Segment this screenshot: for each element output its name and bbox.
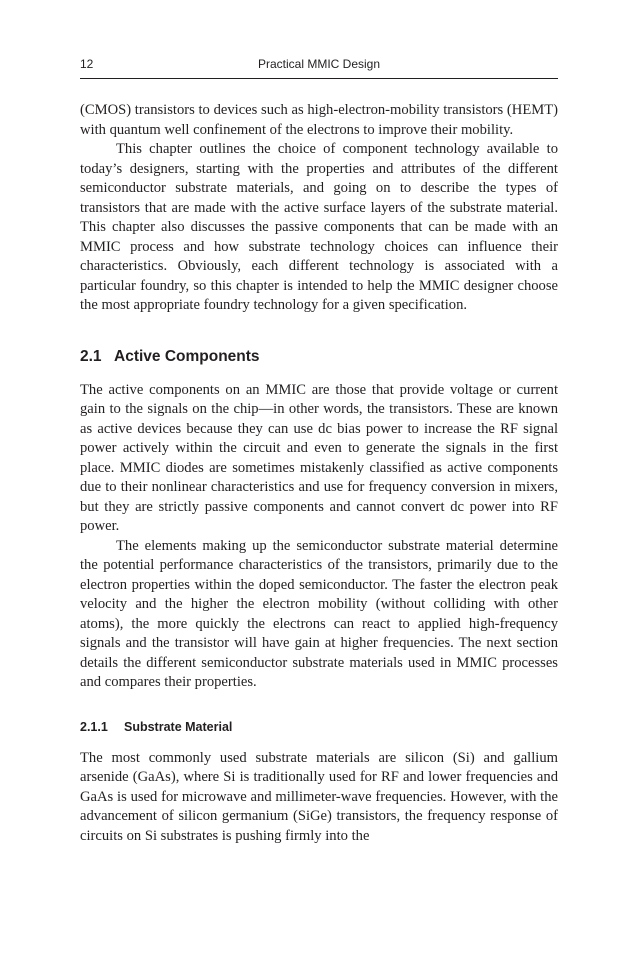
section-title: Active Components [114,347,260,365]
paragraph-chapter-outline: This chapter outlines the choice of component technology available to today’s designers, starting with the properties and attributes of the different semiconductor substrate materials, and going on to describe the types of transistors that are made with the active surface layers of the substrate material. This chapter also discusses the passive components that can be made with an MMIC process and how substrate technology choices can influence their characteristics. Obviously, each different technology is associated with a particular foundry, so this chapter is intended to help the MMIC designer choose the most appropriate foundry technology for a given specification. [80,141,558,313]
paragraph-active-components: The active components on an MMIC are those that provide voltage or current gain to the signals on the chip—in other words, the transistors. These are known as active devices because they can use dc bias power to increase the RF signal power actively within the circuit and even to generate the signals in the first place. MMIC diodes are sometimes mistakenly classified as active components due to their nonlinear characteristics and use for frequency conversion in mixers, but they are strictly passive components and cannot convert dc power into RF power. [80,381,558,534]
paragraph-substrate-material: The most commonly used substrate materials are silicon (Si) and gallium arsenide (GaAs), where Si is traditionally used for RF and lower frequencies and GaAs is used for microwave and millimeter-wave frequencies. However, with the advancement of silicon germanium (SiGe) transistors, the frequency response of circuits on Si substrates is pushing firmly into the [80,749,558,844]
running-head [80,54,558,79]
subsection-heading [80,718,558,736]
subsection-number: 2.1.1 [80,719,108,734]
paragraph-substrate-elements: The elements making up the semiconductor substrate material determine the potential performance characteristics of the transistors, primarily due to the electron properties within the doped semiconductor. The faster the electron peak velocity and the higher the electron mobility (without colliding with other atoms), the more quickly the electrons can react to applied high-frequency signals and the transistor will have gain at higher frequencies. The next section details the different semiconductor substrate materials used in MMIC processes and compares their properties. [80,537,558,690]
subsection-title: Substrate Material [124,719,233,734]
book-page [80,54,558,846]
section-heading [80,347,558,367]
paragraph-continued: (CMOS) transistors to devices such as high-electron-mobility transistors (HEMT) with quantum well confinement of the electrons to improve their mobility. [80,102,558,138]
page-number: 12 [80,57,94,71]
book-title: Practical MMIC Design [257,57,381,71]
section-number: 2.1 [80,347,102,365]
